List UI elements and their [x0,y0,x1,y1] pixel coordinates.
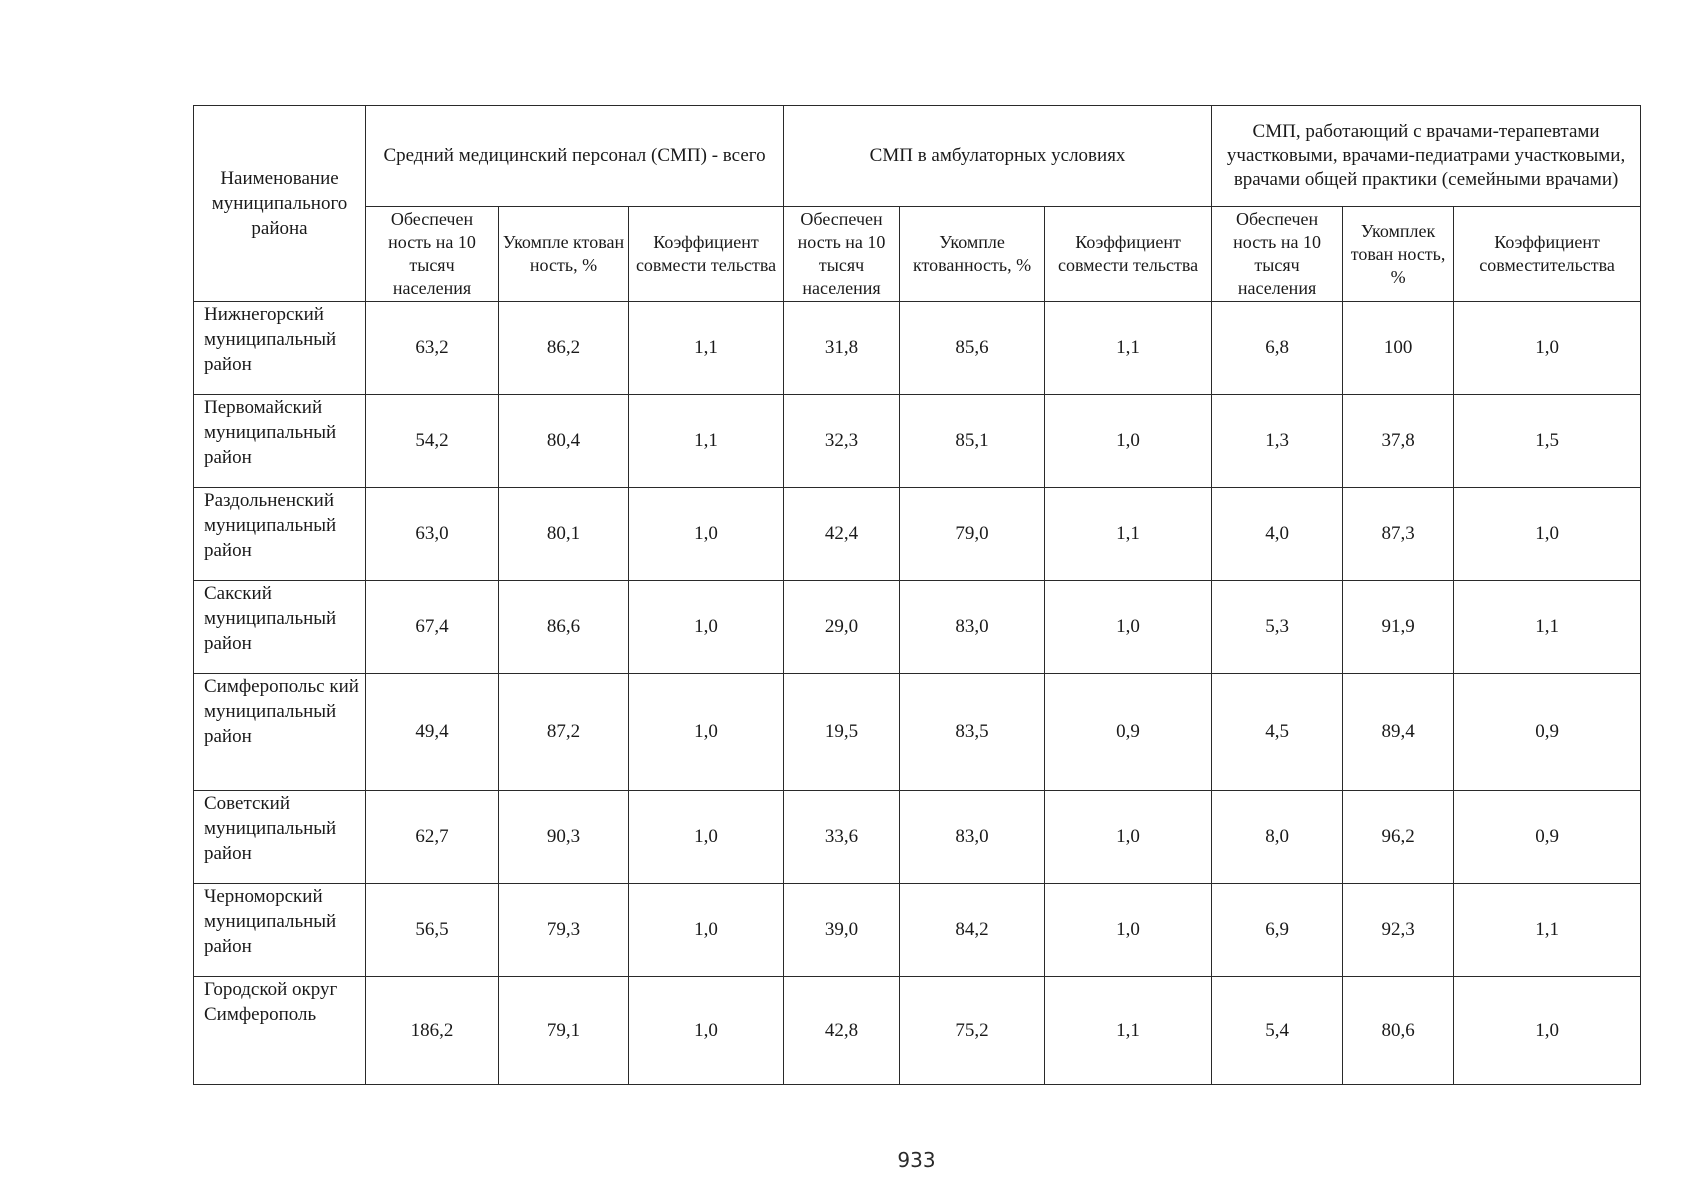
subheader-staffing: Укомпле ктованность, % [900,207,1045,302]
table-cell: 100 [1343,302,1454,395]
table-cell: 37,8 [1343,395,1454,488]
statistics-table [193,105,1641,1085]
table-cell: 75,2 [900,977,1045,1085]
table-cell: 32,3 [784,395,900,488]
table-cell: 86,2 [499,302,629,395]
table-cell: 86,6 [499,581,629,674]
table-cell: 1,0 [1045,581,1212,674]
table-cell: 29,0 [784,581,900,674]
district-name: Черноморский муниципальный район [194,884,366,977]
table-cell: 1,0 [629,674,784,791]
page-number: 933 [897,1148,936,1172]
table-cell: 1,0 [629,791,784,884]
subheader-staffing: Укомплек тован ность, % [1343,207,1454,302]
table-cell: 87,3 [1343,488,1454,581]
table-cell: 87,2 [499,674,629,791]
subheader-part-time-ratio: Коэффициент совмести тельства [1045,207,1212,302]
table-cell: 1,0 [1454,977,1641,1085]
group-header-smp-outpatient: СМП в амбулаторных условиях [784,106,1212,207]
table-cell: 6,8 [1212,302,1343,395]
table-cell: 67,4 [366,581,499,674]
table-cell: 0,9 [1454,674,1641,791]
table-row [194,791,1641,884]
table-cell: 84,2 [900,884,1045,977]
subheader-provision: Обеспечен ность на 10 тысяч населения [784,207,900,302]
table-cell: 63,2 [366,302,499,395]
group-header-smp-district-doctors: СМП, работающий с врачами-терапевтами участковыми, врачами-педиатрами участковыми, врачами общей практики (семейными врачами) [1212,106,1641,207]
table-cell: 33,6 [784,791,900,884]
table-cell: 90,3 [499,791,629,884]
district-column-header: Наименование муниципального района [194,106,366,302]
table-cell: 79,3 [499,884,629,977]
group-header-smp-total: Средний медицинский персонал (СМП) - всего [366,106,784,207]
table-cell: 1,5 [1454,395,1641,488]
subheader-part-time-ratio: Коэффициент совместительства [1454,207,1641,302]
table-cell: 63,0 [366,488,499,581]
district-name: Симферопольс кий муниципальный район [194,674,366,791]
district-name: Раздольненский муниципальный район [194,488,366,581]
district-name: Советский муниципальный район [194,791,366,884]
table-cell: 42,4 [784,488,900,581]
table-cell: 92,3 [1343,884,1454,977]
table-row [194,977,1641,1085]
table-row [194,395,1641,488]
table-cell: 0,9 [1454,791,1641,884]
table-cell: 1,1 [1045,302,1212,395]
table-row [194,302,1641,395]
table-cell: 1,0 [1045,791,1212,884]
table-cell: 1,1 [1045,488,1212,581]
table-cell: 91,9 [1343,581,1454,674]
table-row [194,674,1641,791]
subheader-staffing: Укомпле ктован ность, % [499,207,629,302]
table-cell: 31,8 [784,302,900,395]
table-cell: 5,3 [1212,581,1343,674]
table-cell: 83,0 [900,791,1045,884]
table-cell: 4,0 [1212,488,1343,581]
district-name: Первомайский муниципальный район [194,395,366,488]
table-cell: 62,7 [366,791,499,884]
table-row [194,488,1641,581]
table-cell: 39,0 [784,884,900,977]
table-cell: 1,1 [629,395,784,488]
table-cell: 42,8 [784,977,900,1085]
table-cell: 1,0 [1045,884,1212,977]
table-cell: 4,5 [1212,674,1343,791]
table-cell: 5,4 [1212,977,1343,1085]
district-name: Нижнегорский муниципальный район [194,302,366,395]
table-cell: 85,6 [900,302,1045,395]
table-cell: 19,5 [784,674,900,791]
table-cell: 80,4 [499,395,629,488]
district-name: Сакский муниципальный район [194,581,366,674]
table-cell: 1,0 [629,581,784,674]
table-cell: 1,3 [1212,395,1343,488]
table-cell: 1,0 [629,977,784,1085]
table-cell: 1,1 [1045,977,1212,1085]
table-cell: 96,2 [1343,791,1454,884]
table-row [194,581,1641,674]
table-cell: 79,0 [900,488,1045,581]
subheader-provision: Обеспечен ность на 10 тысяч населения [366,207,499,302]
table-cell: 186,2 [366,977,499,1085]
table-cell: 1,0 [1454,488,1641,581]
table-cell: 79,1 [499,977,629,1085]
table-cell: 56,5 [366,884,499,977]
subheader-part-time-ratio: Коэффициент совмести тельства [629,207,784,302]
table-cell: 1,0 [629,884,784,977]
table-cell: 80,1 [499,488,629,581]
table-cell: 1,0 [1045,395,1212,488]
table-row [194,884,1641,977]
table-cell: 6,9 [1212,884,1343,977]
table-cell: 54,2 [366,395,499,488]
table-cell: 1,0 [629,488,784,581]
table-cell: 1,1 [1454,581,1641,674]
table-cell: 85,1 [900,395,1045,488]
subheader-provision: Обеспечен ность на 10 тысяч населения [1212,207,1343,302]
district-name: Городской округ Симферополь [194,977,366,1085]
table-cell: 83,0 [900,581,1045,674]
table-cell: 49,4 [366,674,499,791]
table-cell: 80,6 [1343,977,1454,1085]
table-cell: 1,1 [1454,884,1641,977]
table-cell: 1,0 [1454,302,1641,395]
table-cell: 89,4 [1343,674,1454,791]
table-cell: 0,9 [1045,674,1212,791]
table-cell: 83,5 [900,674,1045,791]
table-cell: 8,0 [1212,791,1343,884]
table-cell: 1,1 [629,302,784,395]
